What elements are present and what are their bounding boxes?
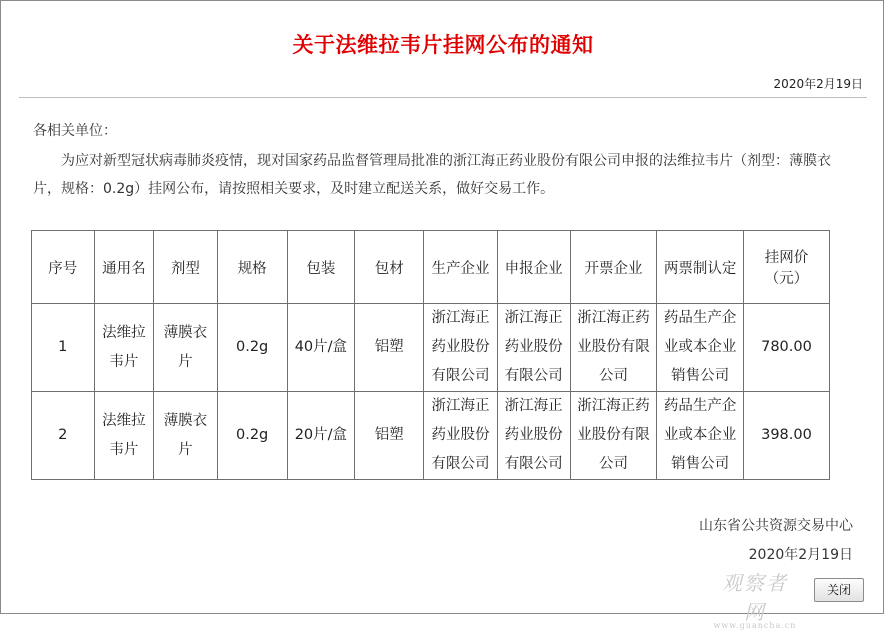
- col-header-manufacturer: 生产企业: [424, 231, 497, 304]
- cell-spec: 0.2g: [217, 392, 287, 480]
- cell-generic-name: 法维拉韦片: [94, 392, 154, 480]
- table-header-row: [32, 231, 830, 304]
- cell-packaging: 40片/盒: [287, 304, 355, 392]
- cell-applicant: 浙江海正药业股份有限公司: [497, 304, 570, 392]
- cell-price: 780.00: [743, 304, 829, 392]
- header-divider: [19, 97, 867, 98]
- col-header-spec: 规格: [217, 231, 287, 304]
- col-header-price: [743, 231, 829, 304]
- cell-material: 铝塑: [355, 392, 424, 480]
- table-row: [32, 304, 830, 392]
- cell-seq: 2: [32, 392, 95, 480]
- cell-two-invoice: 药品生产企业或本企业销售公司: [657, 392, 744, 480]
- cell-invoicing: 浙江海正药业股份有限公司: [570, 392, 657, 480]
- col-header-packaging: 包装: [287, 231, 355, 304]
- price-header-line2: （元）: [764, 271, 809, 287]
- cell-packaging: 20片/盒: [287, 392, 355, 480]
- issuing-organization: 山东省公共资源交易中心: [699, 518, 853, 534]
- table-row: [32, 392, 830, 480]
- signature-date: 2020年2月19日: [748, 547, 853, 563]
- col-header-invoicing: 开票企业: [570, 231, 657, 304]
- cell-dosage-form: 薄膜衣片: [154, 392, 218, 480]
- watermark-url: www.guancha.cn: [713, 621, 797, 630]
- col-header-dosage-form: 剂型: [154, 231, 218, 304]
- watermark-logo: [713, 567, 797, 630]
- cell-applicant: 浙江海正药业股份有限公司: [497, 392, 570, 480]
- cell-spec: 0.2g: [217, 304, 287, 392]
- cell-manufacturer: 浙江海正药业股份有限公司: [424, 304, 497, 392]
- salutation: 各相关单位：: [33, 123, 117, 139]
- cell-price: 398.00: [743, 392, 829, 480]
- close-button[interactable]: 关闭: [814, 578, 864, 602]
- price-header-line1: 挂网价: [764, 250, 809, 266]
- watermark-text: 观察者网: [722, 571, 788, 624]
- cell-manufacturer: 浙江海正药业股份有限公司: [424, 392, 497, 480]
- col-header-applicant: 申报企业: [497, 231, 570, 304]
- notice-title: 关于法维拉韦片挂网公布的通知: [292, 33, 594, 57]
- col-header-two-invoice: 两票制认定: [657, 231, 744, 304]
- col-header-material: 包材: [355, 231, 424, 304]
- drug-listing-table: [31, 230, 830, 480]
- cell-generic-name: 法维拉韦片: [94, 304, 154, 392]
- cell-invoicing: 浙江海正药业股份有限公司: [570, 304, 657, 392]
- cell-dosage-form: 薄膜衣片: [154, 304, 218, 392]
- col-header-generic-name: 通用名: [94, 231, 154, 304]
- col-header-seq: 序号: [32, 231, 95, 304]
- cell-two-invoice: 药品生产企业或本企业销售公司: [657, 304, 744, 392]
- notice-body: 为应对新型冠状病毒肺炎疫情，现对国家药品监督管理局批准的浙江海正药业股份有限公司申报的法维拉韦片（剂型：薄膜衣片，规格：0.2g）挂网公布，请按照相关要求，及时建立配送关系，做好交易工作。: [33, 153, 831, 197]
- publish-date: 2020年2月19日: [773, 77, 863, 91]
- cell-seq: 1: [32, 304, 95, 392]
- cell-material: 铝塑: [355, 304, 424, 392]
